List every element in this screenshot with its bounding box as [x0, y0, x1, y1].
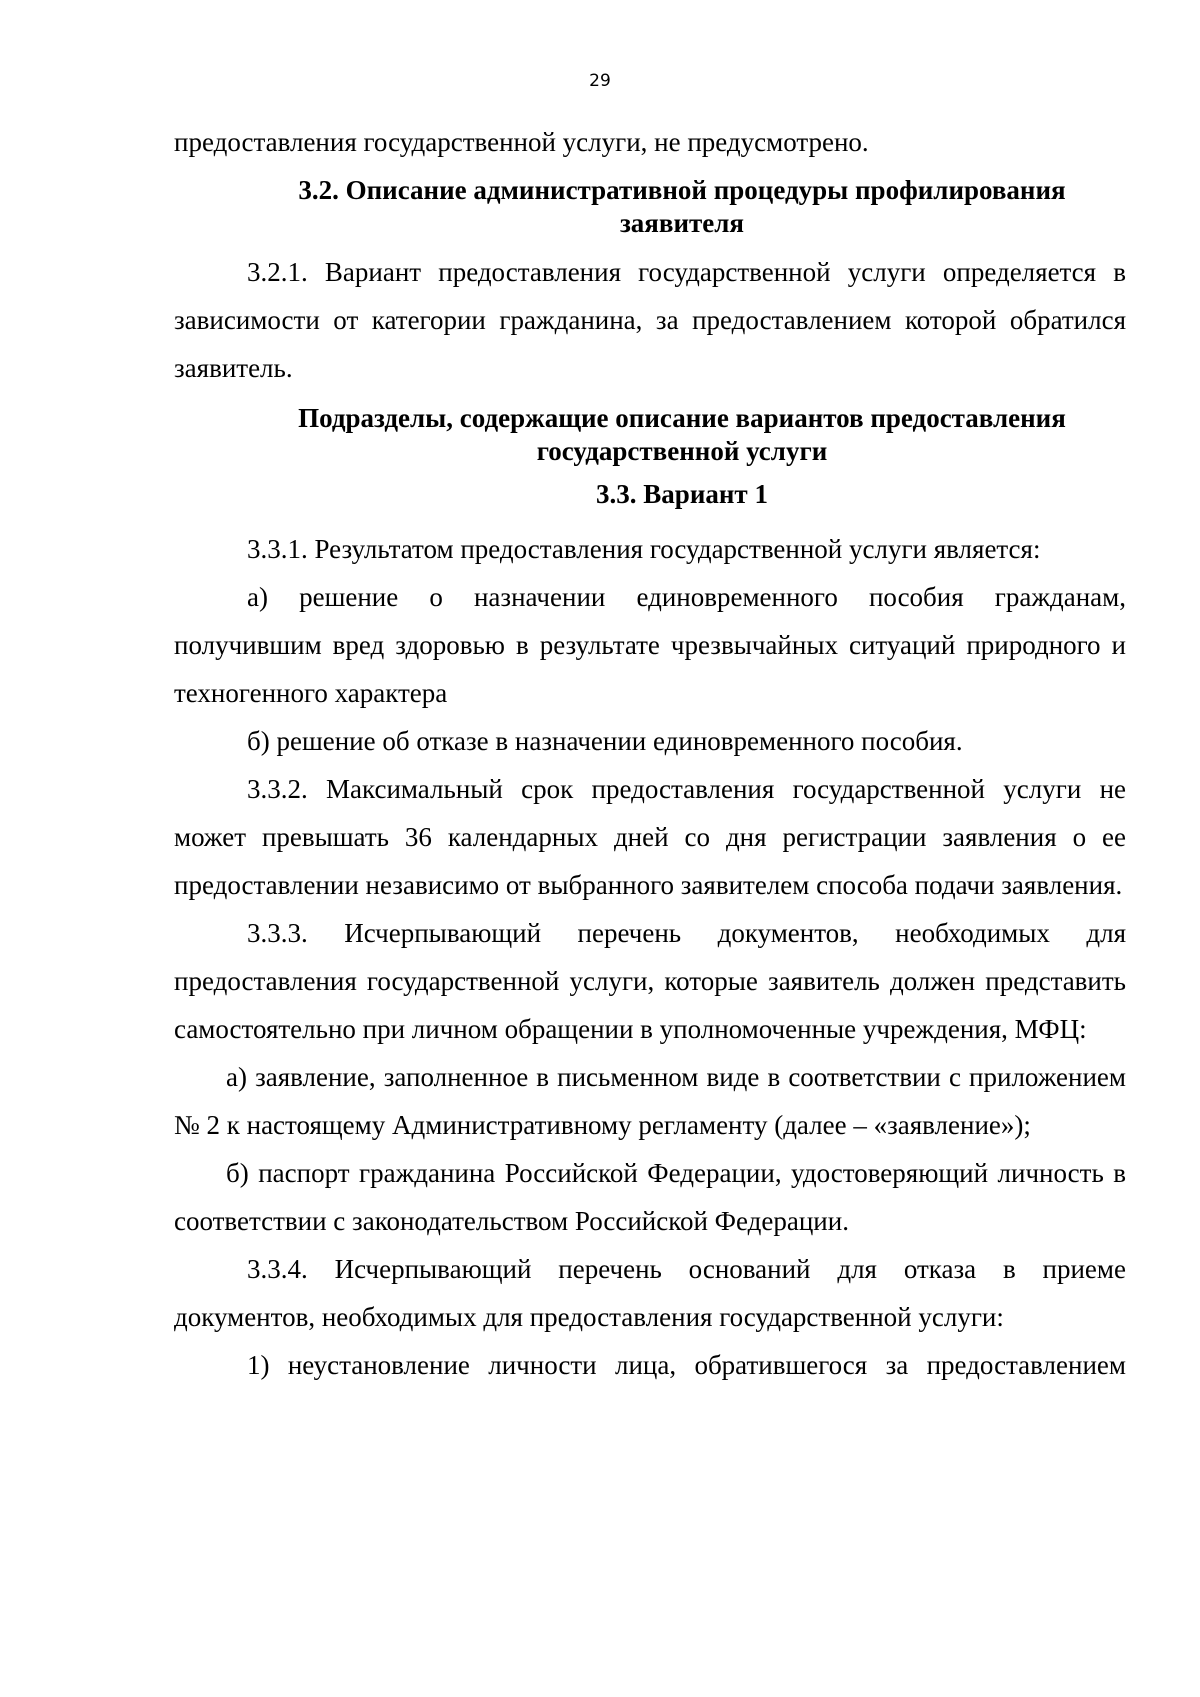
paragraph-3-3-4-1: 1) неустановление личности лица, обратившегося за предоставлением — [247, 1350, 1126, 1380]
paragraph-3-3-3-a: а) заявление, заполненное в письменном виде в соответствии с приложением № 2 к настоящему Административному регламенту (далее – «заявление»); — [174, 1062, 1126, 1140]
paragraph-3-3-1-b: б) решение об отказе в назначении единовременного пособия. — [247, 726, 963, 756]
page-number: 29 — [589, 71, 611, 91]
paragraph-3-3-1-a: а) решение о назначении единовременного пособия гражданам, получившим вред здоровью в результате чрезвычайных ситуаций природного и техногенного характера — [174, 582, 1126, 708]
paragraph-3-3-3: 3.3.3. Исчерпывающий перечень документов, необходимых для предоставления государственной услуги, которые заявитель должен представить самостоятельно при личном обращении в уполномоченные учреждения, МФЦ: — [174, 918, 1126, 1044]
paragraph-3-3-4: 3.3.4. Исчерпывающий перечень оснований для отказа в приеме документов, необходимых для предоставления государственной услуги: — [174, 1254, 1126, 1332]
paragraph-3-3-3-b: б) паспорт гражданина Российской Федерации, удостоверяющий личность в соответствии с законодательством Российской Федерации. — [174, 1158, 1126, 1236]
paragraph-continuation: предоставления государственной услуги, не предусмотрено. — [174, 127, 869, 157]
paragraph-3-2-1: 3.2.1. Вариант предоставления государственной услуги определяется в зависимости от категории гражданина, за предоставлением которой обратился заявитель. — [174, 257, 1126, 383]
paragraph-3-3-2: 3.3.2. Максимальный срок предоставления государственной услуги не может превышать 36 календарных дней со дня регистрации заявления о ее предоставлении независимо от выбранного заявителем способа подачи заявления. — [174, 774, 1126, 900]
subsection-heading-variants: Подразделы, содержащие описание вариантов предоставления государственной услуги — [298, 403, 1066, 466]
section-heading-3-3: 3.3. Вариант 1 — [596, 479, 768, 509]
paragraph-3-3-1: 3.3.1. Результатом предоставления государственной услуги является: — [247, 534, 1041, 564]
document-body — [174, 118, 1126, 1389]
section-heading-3-2: 3.2. Описание административной процедуры профилирования заявителя — [298, 175, 1066, 238]
